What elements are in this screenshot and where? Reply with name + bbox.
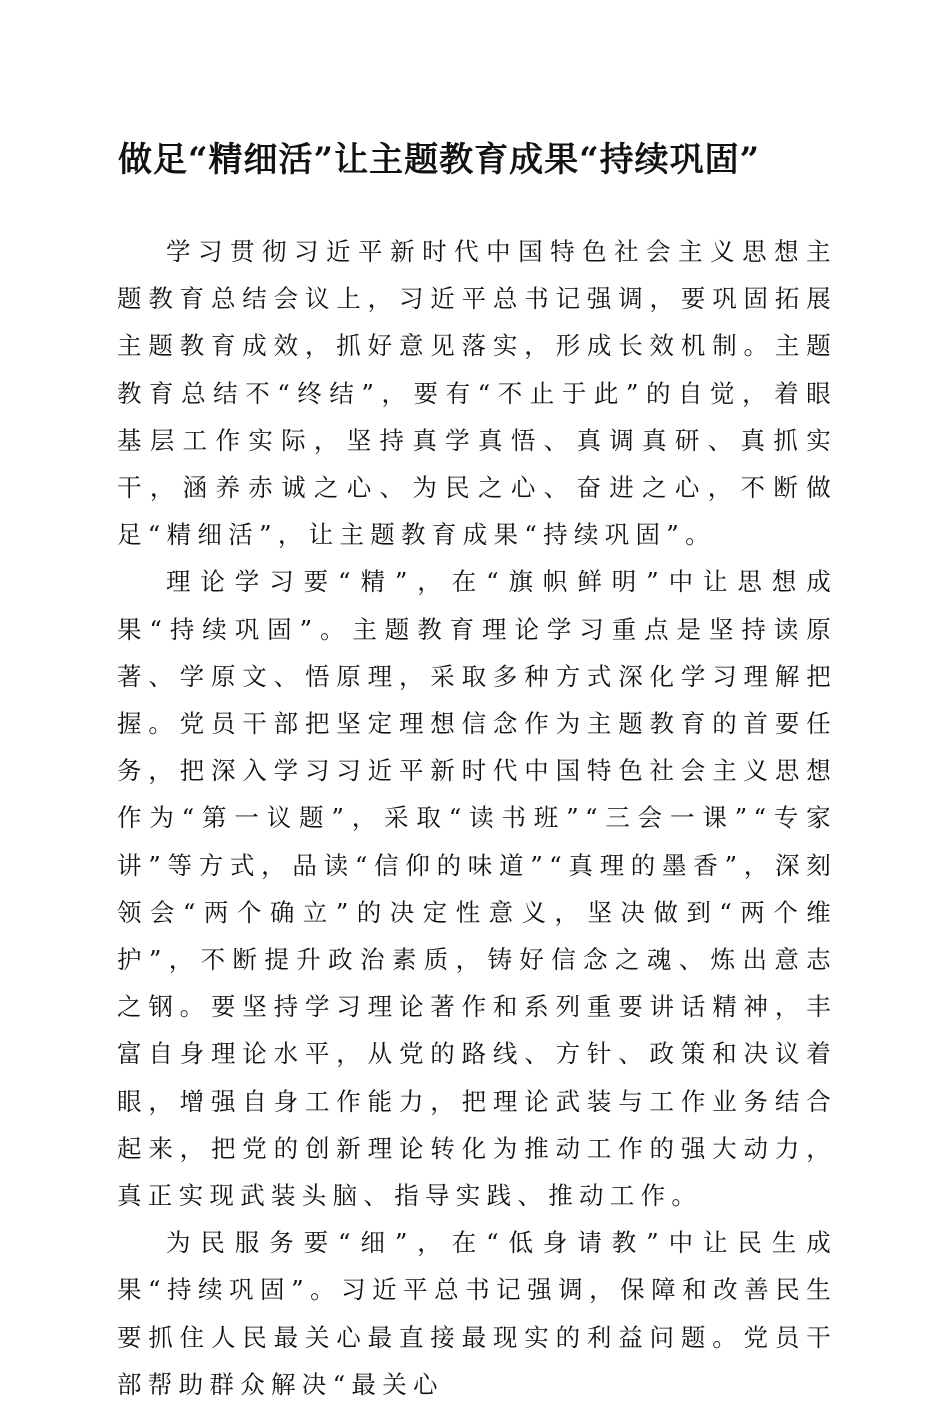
paragraph-public-service: 为民服务要“细”，在“低身请教”中让民生成果“持续巩固”。习近平总书记强调，保障和改善民生要抓住人民最关心最直接最现实的利益问题。党员干部帮助群众解决“最关心: [117, 1228, 837, 1399]
paragraph-intro: 学习贯彻习近平新时代中国特色社会主义思想主题教育总结会议上，习近平总书记强调，要巩固拓展主题教育成效，抓好意见落实，形成长效机制。主题教育总结不“终结”，要有“不止于此”的自觉，着眼基层工作实际，坚持真学真悟、真调真研、真抓实干，涵养赤诚之心、为民之心、奋进之心，不断做足“精细活”，让主题教育成果“持续巩固”。: [117, 237, 837, 550]
document-body: [117, 228, 837, 1408]
document-title: 做足“精细活”让主题教育成果“持续巩固”: [118, 140, 761, 180]
paragraph-theory-study: 理论学习要“精”，在“旗帜鲜明”中让思想成果“持续巩固”。主题教育理论学习重点是坚持读原著、学原文、悟原理，采取多种方式深化学习理解把握。党员干部把坚定理想信念作为主题教育的首要任务，把深入学习习近平新时代中国特色社会主义思想作为“第一议题”，采取“读书班”“三会一课”“专家讲”等方式，品读“信仰的味道”“真理的墨香”，深刻领会“两个确立”的决定性意义，坚决做到“两个维护”，不断提升政治素质，铸好信念之魂、炼出意志之钢。要坚持学习理论著作和系列重要讲话精神，丰富自身理论水平，从党的路线、方针、政策和决议着眼，增强自身工作能力，把理论武装与工作业务结合起来，把党的创新理论转化为推动工作的强大动力，真正实现武装头脑、指导实践、推动工作。: [117, 567, 837, 1211]
